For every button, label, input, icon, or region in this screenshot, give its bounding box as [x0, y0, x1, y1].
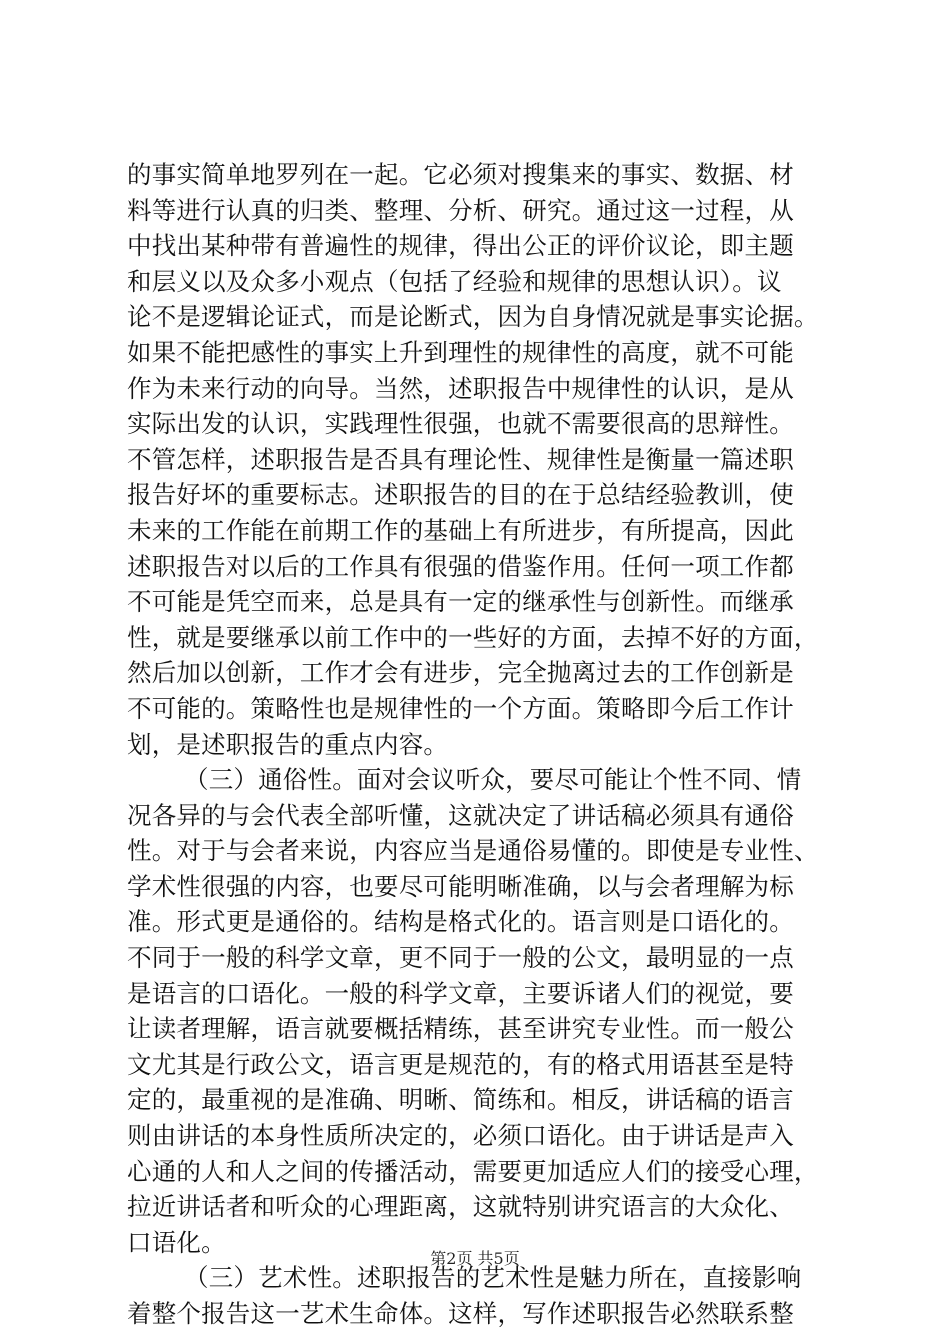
text-line: 然后加以创新，工作才会有进步，完全抛离过去的工作创新是: [127, 658, 794, 688]
text-line: 不管怎样，述职报告是否具有理论性、规律性是衡量一篇述职: [127, 444, 794, 474]
text-line: 性。对于与会者来说，内容应当是通俗易懂的。即使是专业性、: [127, 836, 819, 866]
text-line: 不可能是凭空而来，总是具有一定的继承性与创新性。而继承: [127, 587, 794, 617]
text-line: 和层义以及众多小观点（包括了经验和规律的思想认识）。议: [127, 266, 782, 296]
text-line: 不同于一般的科学文章，更不同于一般的公文，最明显的一点: [127, 943, 794, 973]
text-line: 心通的人和人之间的传播活动，需要更加适应人们的接受心理，: [127, 1156, 819, 1186]
text-line: 未来的工作能在前期工作的基础上有所进步，有所提高，因此: [127, 515, 794, 545]
text-line: 不可能的。策略性也是规律性的一个方面。策略即今后工作计: [127, 693, 794, 723]
text-line: 学术性很强的内容，也要尽可能明晰准确，以与会者理解为标: [127, 871, 794, 901]
text-line: 是语言的口语化。一般的科学文章，主要诉诸人们的视觉，要: [127, 978, 794, 1008]
text-line: 拉近讲话者和听众的心理距离，这就特别讲究语言的大众化、: [127, 1192, 794, 1222]
text-line: 实际出发的认识，实践理性很强，也就不需要很高的思辩性。: [127, 409, 794, 439]
text-line: 的事实简单地罗列在一起。它必须对搜集来的事实、数据、材: [127, 160, 794, 189]
document-body: [127, 157, 847, 1332]
text-line: 述职报告对以后的工作具有很强的借鉴作用。任何一项工作都: [127, 551, 794, 581]
text-line: 论不是逻辑论证式，而是论断式，因为自身情况就是事实论据。: [127, 302, 819, 332]
text-line: 定的，最重视的是准确、明晰、简练和。相反，讲话稿的语言: [127, 1085, 794, 1115]
text-line: 中找出某种带有普遍性的规律，得出公正的评价议论，即主题: [127, 231, 794, 261]
text-line: 准。形式更是通俗的。结构是格式化的。语言则是口语化的。: [127, 907, 794, 937]
paragraph-first-line: （三）通俗性。面对会议听众，要尽可能让个性不同、情: [184, 765, 802, 795]
text-line: 况各异的与会代表全部听懂，这就决定了讲话稿必须具有通俗: [127, 800, 794, 830]
paragraph-first-line: （三）艺术性。述职报告的艺术性是魅力所在，直接影响: [184, 1263, 802, 1293]
text-line: 让读者理解，语言就要概括精练，甚至讲究专业性。而一般公: [127, 1014, 794, 1044]
text-line: 作为未来行动的向导。当然，述职报告中规律性的认识，是从: [127, 373, 794, 403]
page-footer: 第2页 共5页: [430, 1249, 520, 1268]
text-line: 文尤其是行政公文，语言更是规范的，有的格式用语甚至是特: [127, 1049, 794, 1079]
text-line: 报告好坏的重要标志。述职报告的目的在于总结经验教训，使: [127, 480, 794, 510]
text-line: 则由讲话的本身性质所决定的，必须口语化。由于讲话是声入: [127, 1121, 794, 1151]
text-line: 性，就是要继承以前工作中的一些好的方面，去掉不好的方面，: [127, 622, 819, 652]
text-line: 如果不能把感性的事实上升到理性的规律性的高度，就不可能: [127, 337, 794, 367]
text-line: 料等进行认真的归类、整理、分析、研究。通过这一过程，从: [127, 195, 794, 225]
text-line: 着整个报告这一艺术生命体。这样，写作述职报告必然联系整: [127, 1299, 794, 1328]
text-line: 口语化。: [127, 1227, 226, 1257]
text-line: 划，是述职报告的重点内容。: [127, 729, 449, 759]
